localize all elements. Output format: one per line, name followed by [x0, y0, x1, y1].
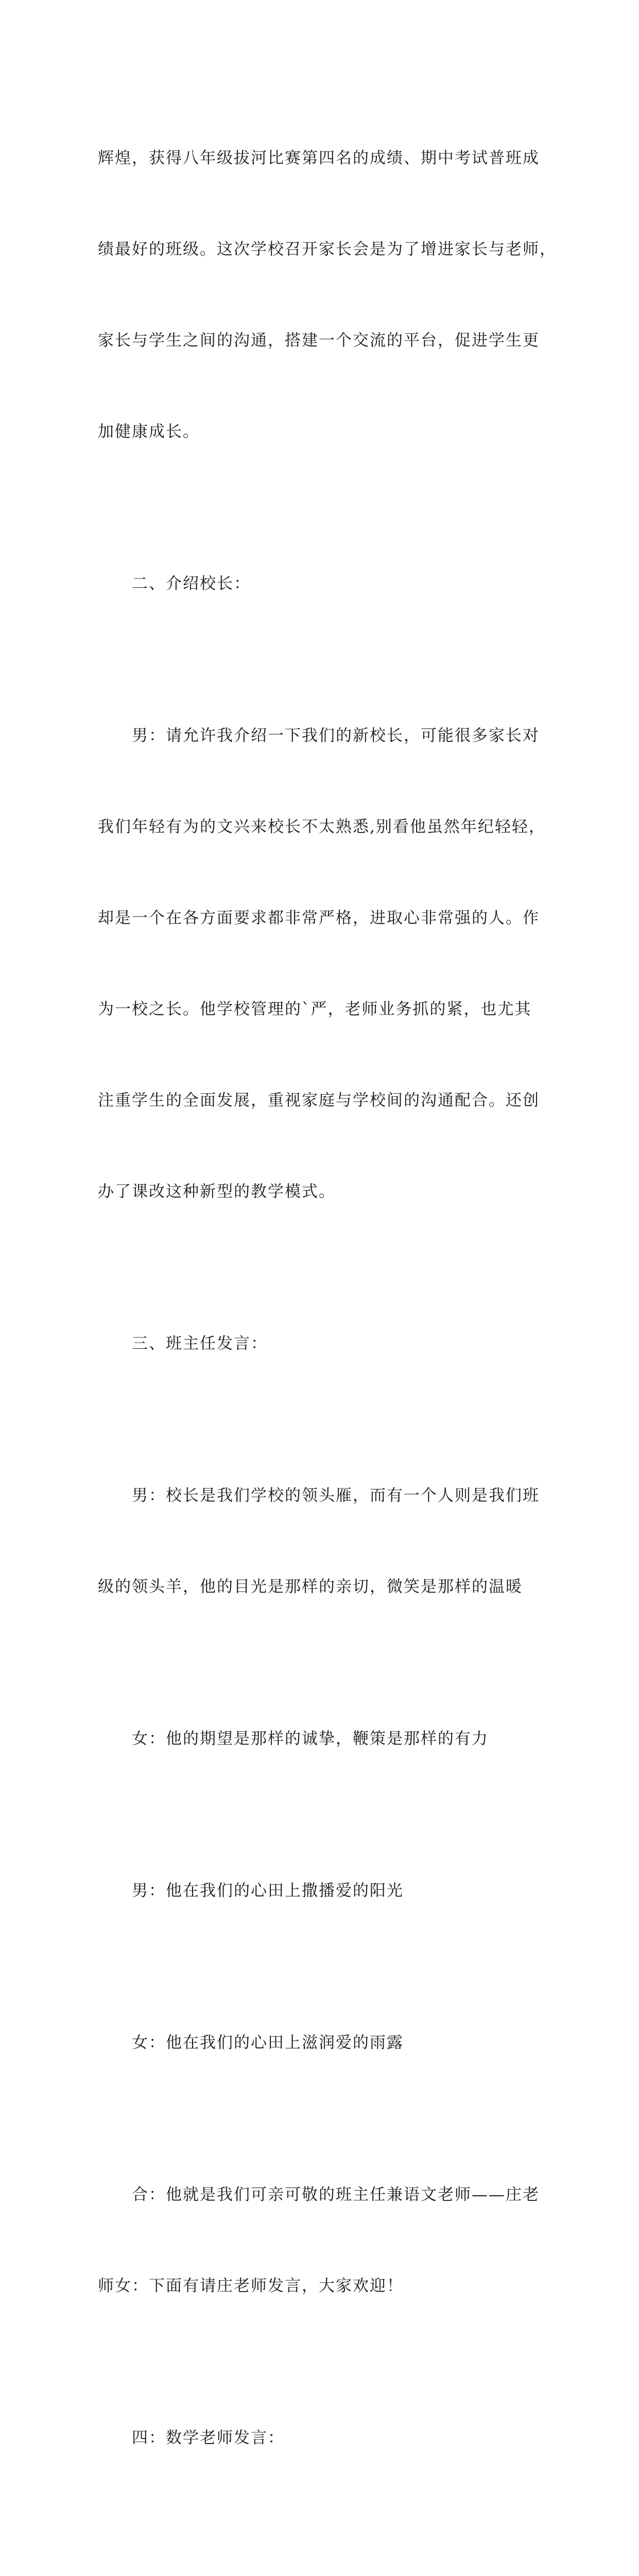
text-line: 男：请允许我介绍一下我们的新校长，可能很多家长对 [98, 726, 540, 745]
text-line: 女：他的期望是那样的诚挚，鞭策是那样的有力 [98, 1730, 489, 1748]
paragraph-female-line-1 [98, 1663, 556, 1815]
section-heading-head-teacher [98, 1268, 556, 1420]
paragraph-male-line-2 [98, 1815, 556, 1967]
paragraph-intro-continued [98, 82, 556, 508]
section-heading-principal [98, 508, 556, 660]
text-line: 辉煌，获得八年级拔河比赛第四名的成绩、期中考试普班成 [98, 149, 540, 167]
text-line: 绩最好的班级。这次学校召开家长会是为了增进家长与老师， [98, 240, 557, 259]
paragraph-female-line-2 [98, 1967, 556, 2119]
text-line: 四：数学老师发言： [98, 2429, 285, 2447]
document-page [98, 82, 556, 2576]
text-line: 加健康成长。 [98, 422, 200, 441]
text-line: 合：他就是我们可亲可敬的班主任兼语文老师——庄老 [98, 2185, 540, 2204]
section-heading-math-teacher [98, 2362, 556, 2514]
text-line: 师女：下面有请庄老师发言，大家欢迎！ [98, 2277, 404, 2295]
text-line: 男：校长是我们学校的领头雁，而有一个人则是我们班 [98, 1486, 540, 1505]
text-line: 却是一个在各方面要求都非常严格，进取心非常强的人。作 [98, 909, 540, 927]
text-line: 注重学生的全面发展，重视家庭与学校间的沟通配合。还创 [98, 1091, 540, 1110]
text-line: 二、介绍校长： [98, 574, 251, 593]
text-line: 家长与学生之间的沟通，搭建一个交流的平台，促进学生更 [98, 331, 540, 350]
text-line: 为一校之长。他学校管理的`严，老师业务抓的紧，也尤其 [98, 1000, 532, 1019]
paragraph-male-line-1 [98, 1420, 556, 1663]
text-line: 三、班主任发言： [98, 1334, 268, 1353]
paragraph-together-line [98, 2119, 556, 2362]
paragraph-math-teacher-intro [98, 2514, 556, 2576]
text-line: 男：他在我们的心田上撒播爱的阳光 [98, 1882, 404, 1900]
paragraph-principal-intro [98, 660, 556, 1268]
text-line: 办了课改这种新型的教学模式。 [98, 1182, 336, 1201]
text-line: 女：他在我们的心田上滋润爱的雨露 [98, 2033, 404, 2052]
text-line: 我们年轻有为的文兴来校长不太熟悉,别看他虽然年纪轻轻， [98, 818, 546, 836]
text-line: 级的领头羊，他的目光是那样的亲切，微笑是那样的温暖 [98, 1578, 523, 1596]
